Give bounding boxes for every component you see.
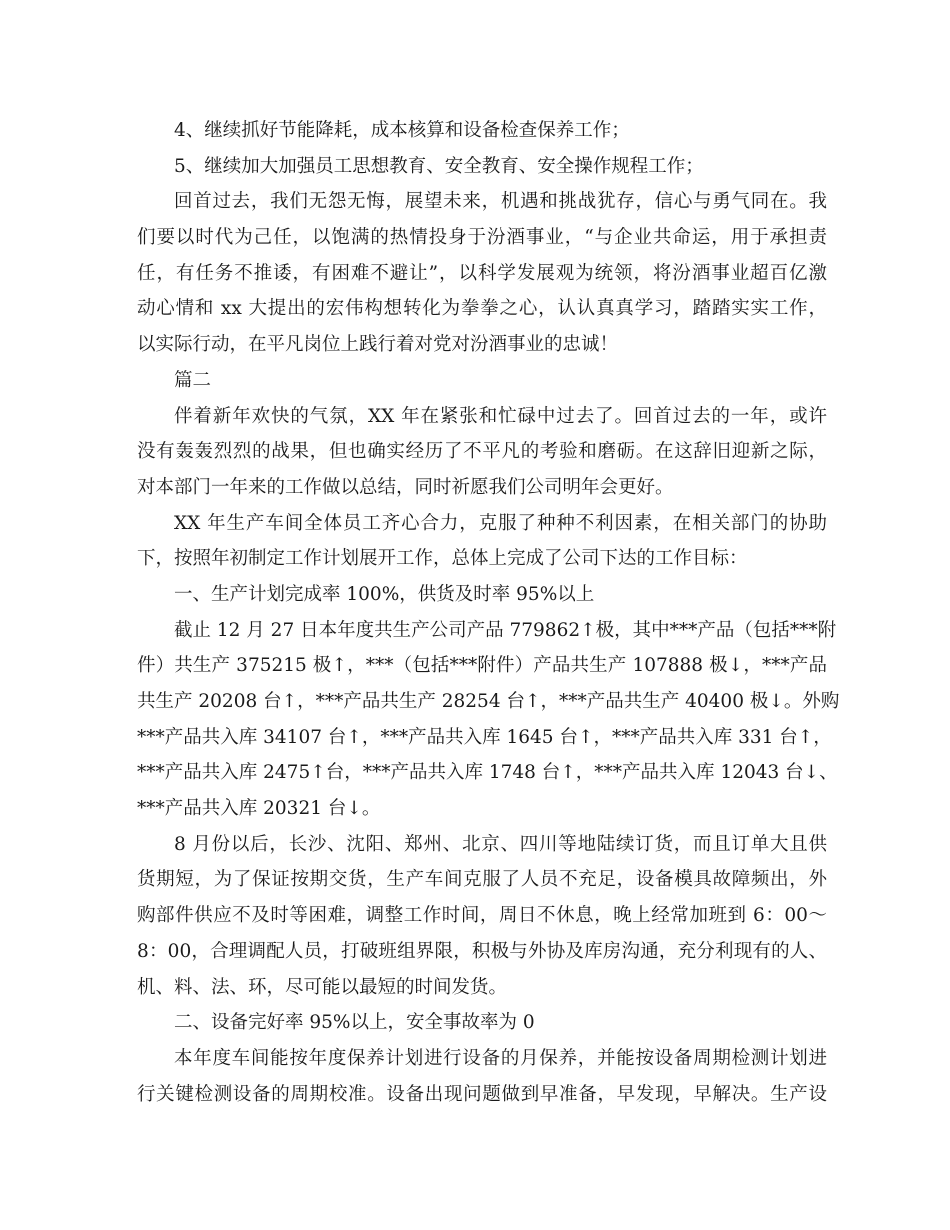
text-line: 4、继续抓好节能降耗，成本核算和设备检查保养工作；	[174, 120, 630, 141]
text-line: 下，按照年初制定工作计划展开工作，总体上完成了公司下达的工作目标：	[137, 548, 748, 570]
text-line: 5、继续加大加强员工思想教育、安全教育、安全操作规程工作；	[174, 155, 704, 177]
text-line: 机、料、法、环，尽可能以最短的时间发货。	[137, 976, 508, 998]
text-line: 对本部门一年来的工作做以总结，同时祈愿我们公司明年会更好。	[137, 476, 674, 498]
text-line: 8：00，合理调配人员，打破班组界限，积极与外协及库房沟通，充分利现有的人、	[137, 940, 827, 962]
text-line: 回首过去，我们无怨无悔，展望未来，机遇和挑战犹存，信心与勇气同在。我	[174, 191, 827, 213]
text-line: 动心情和 xx 大提出的宏伟构想转化为拳拳之心，认认真真学习，踏踏实实工作，	[137, 298, 827, 320]
text-line: 行关键检测设备的周期校准。设备出现问题做到早准备，早发现，早解决。生产设	[137, 1083, 827, 1105]
text-line: 购部件供应不及时等困难，调整工作时间，周日不休息，晚上经常加班到 6：00～	[137, 905, 827, 927]
text-line: 本年度车间能按年度保养计划进行设备的月保养，并能按设备周期检测计划进	[174, 1047, 827, 1069]
text-line: 货期短，为了保证按期交货，生产车间克服了人员不充足，设备模具故障频出，外	[137, 869, 827, 891]
text-line: 们要以时代为己任，以饱满的热情投身于汾酒事业，“与企业共命运，用于承担责	[137, 227, 827, 249]
text-line: 任，有任务不推诿，有困难不避让”，以科学发展观为统领，将汾酒事业超百亿激	[137, 262, 827, 284]
text-line: 伴着新年欢快的气氛，XX 年在紧张和忙碌中过去了。回首过去的一年，或许	[174, 405, 827, 427]
text-line: 件）共生产 375215 极↑，***（包括***附件）产品共生产 107888 极↓，***产品	[137, 655, 827, 677]
text-line: 共生产 20208 台↑，***产品共生产 28254 台↑，***产品共生产 40400 极↓。外购	[137, 691, 840, 712]
text-line: 没有轰轰烈烈的战果，但也确实经历了不平凡的考验和磨砺。在这辞旧迎新之际，	[137, 441, 827, 463]
text-line: 截止 12 月 27 日本年度共生产公司产品 779862↑极，其中***产品（包括***附	[174, 619, 837, 641]
text-line: 8 月份以后，长沙、沈阳、郑州、北京、四川等地陆续订货，而且订单大且供	[174, 833, 827, 855]
text-line: 二、设备完好率 95%以上，安全事故率为 0	[174, 1012, 535, 1034]
text-line: ***产品共入库 34107 台↑，***产品共入库 1645 台↑，***产品共入库 331 台↑，	[137, 726, 832, 748]
text-line: 一、生产计划完成率 100%，供货及时率 95%以上	[174, 583, 595, 605]
text-line: ***产品共入库 20321 台↓。	[137, 798, 381, 820]
text-line: 以实际行动，在平凡岗位上践行着对党对汾酒事业的忠诚！	[137, 334, 619, 356]
document-body	[137, 113, 840, 1112]
text-line: ***产品共入库 2475↑台，***产品共入库 1748 台↑，***产品共入库 12043 台↓、	[137, 762, 838, 784]
text-line: XX 年生产车间全体员工齐心合力，克服了种种不利因素，在相关部门的协助	[174, 512, 827, 534]
text-line: 篇二	[174, 369, 212, 391]
